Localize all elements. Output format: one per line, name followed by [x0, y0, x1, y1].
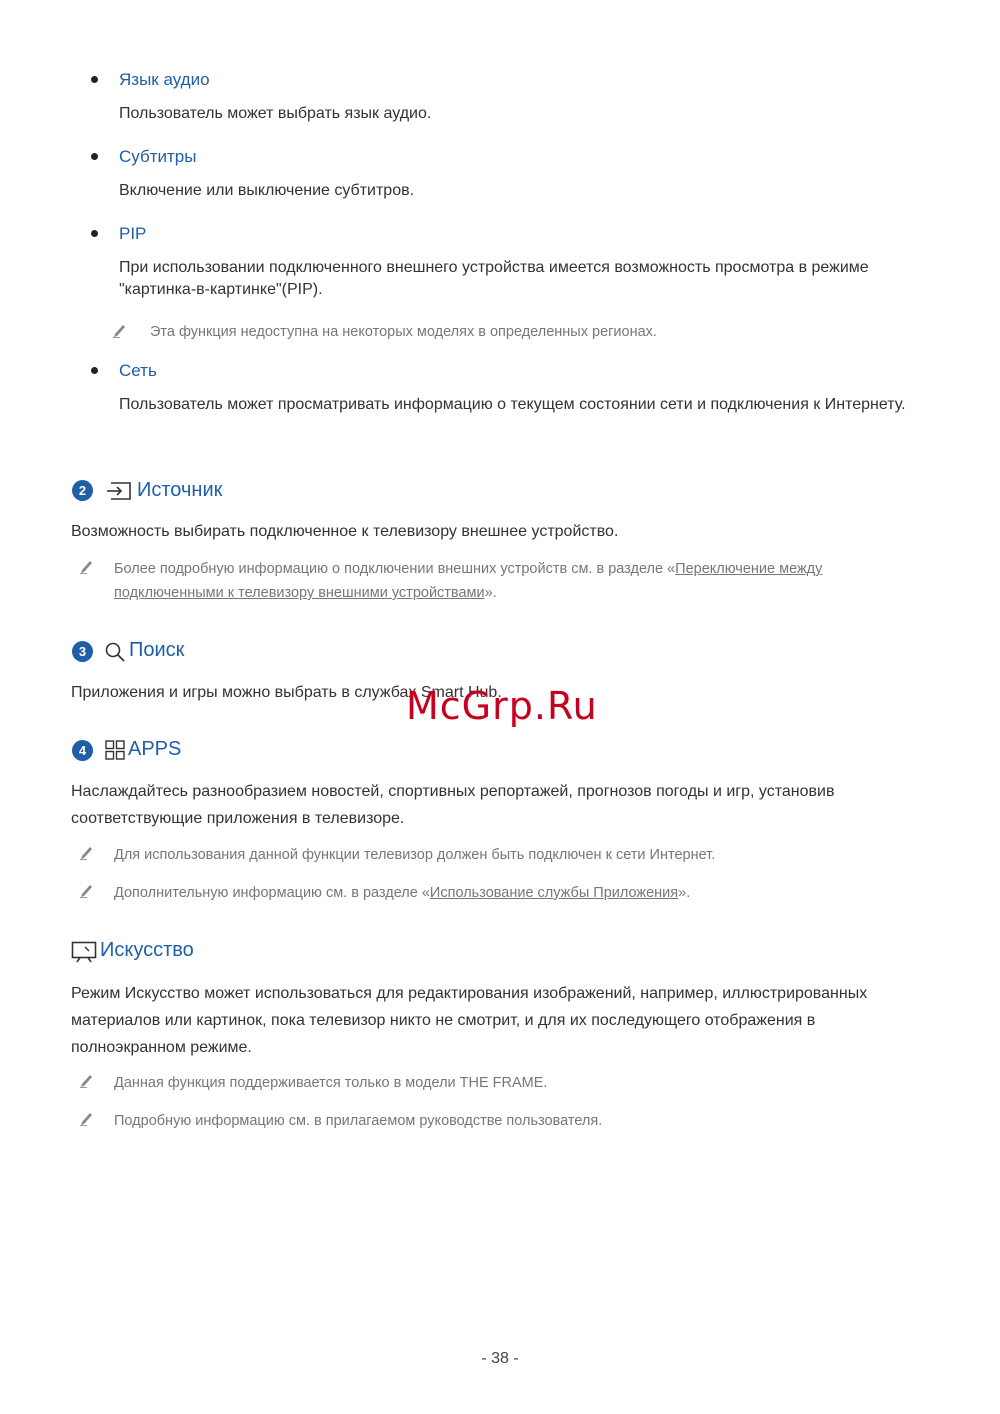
watermark-logo: McGrp.Ru: [406, 684, 598, 728]
note-text: [114, 881, 894, 905]
note-text: Данная функция поддерживается только в модели THE FRAME.: [114, 1075, 548, 1091]
section-number-badge: 4: [72, 740, 93, 761]
bullet-title-subtitles: Субтитры: [119, 147, 197, 166]
section-text: Наслаждайтесь разнообразием новостей, спортивных репортажей, прогнозов погоды и игр, установив соответствующие приложения в телевизоре.: [71, 783, 835, 827]
pencil-note-icon: [79, 1072, 95, 1088]
note-prefix: Более подробную информацию о подключении внешних устройств см. в разделе «: [114, 561, 676, 577]
section-text: Возможность выбирать подключенное к телевизору внешнее устройство.: [71, 523, 619, 540]
bullet-text: Пользователь может выбрать язык аудио.: [119, 105, 432, 122]
bullet-dot: [91, 76, 98, 83]
section-title-source: Источник: [137, 479, 223, 501]
section-title-apps: APPS: [128, 738, 182, 760]
section-text: Приложения и игры можно выбрать в службах Smart Hub.: [71, 684, 502, 701]
pencil-note-icon: [79, 844, 95, 860]
note-text: Эта функция недоступна на некоторых моделях в определенных регионах.: [150, 324, 657, 340]
apps-service-link[interactable]: Использование службы Приложения: [429, 885, 679, 901]
note-text: Для использования данной функции телевизор должен быть подключен к сети Интернет.: [114, 847, 716, 863]
bullet-title-audio-language: Язык аудио: [119, 70, 210, 89]
bullet-text: Пользователь может просматривать информацию о текущем состоянии сети и подключения к Интернету.: [119, 396, 906, 413]
page-number: - 38 -: [481, 1350, 519, 1367]
bullet-title-pip: PIP: [119, 224, 147, 243]
section-title-art: Искусство: [100, 939, 194, 961]
bullet-text: При использовании подключенного внешнего устройства имеется возможность просмотра в режиме "картинка-в-картинке"(PIP).: [119, 259, 869, 298]
bullet-dot: [91, 153, 98, 160]
pencil-note-icon: [79, 1110, 95, 1126]
art-mode-icon: [71, 941, 97, 963]
bullet-dot: [91, 367, 98, 374]
note-suffix: ».: [484, 585, 497, 601]
source-input-icon: [106, 481, 132, 501]
note-suffix: ».: [678, 885, 691, 901]
source-switch-link[interactable]: Переключение между подключенными к телевизору внешними устройствами: [114, 561, 823, 601]
pencil-note-icon: [79, 558, 95, 574]
section-number-badge: 3: [72, 641, 93, 662]
section-title-search: Поиск: [129, 639, 185, 661]
note-text: Подробную информацию см. в прилагаемом руководстве пользователя.: [114, 1113, 603, 1129]
bullet-dot: [91, 230, 98, 237]
note-prefix: Дополнительную информацию см. в разделе «: [114, 885, 430, 901]
search-icon: [104, 641, 126, 663]
section-text: Режим Искусство может использоваться для редактирования изображений, например, иллюстрированных материалов или картинок, пока телевизор никто не смотрит, и для их последующего отображения в полноэкранном режиме.: [71, 985, 868, 1056]
bullet-title-network: Сеть: [119, 361, 157, 380]
apps-grid-icon: [105, 740, 125, 760]
pencil-note-icon: [112, 322, 128, 338]
pencil-note-icon: [79, 882, 95, 898]
note-text: [114, 557, 854, 605]
section-number-badge: 2: [72, 480, 93, 501]
bullet-text: Включение или выключение субтитров.: [119, 182, 415, 199]
